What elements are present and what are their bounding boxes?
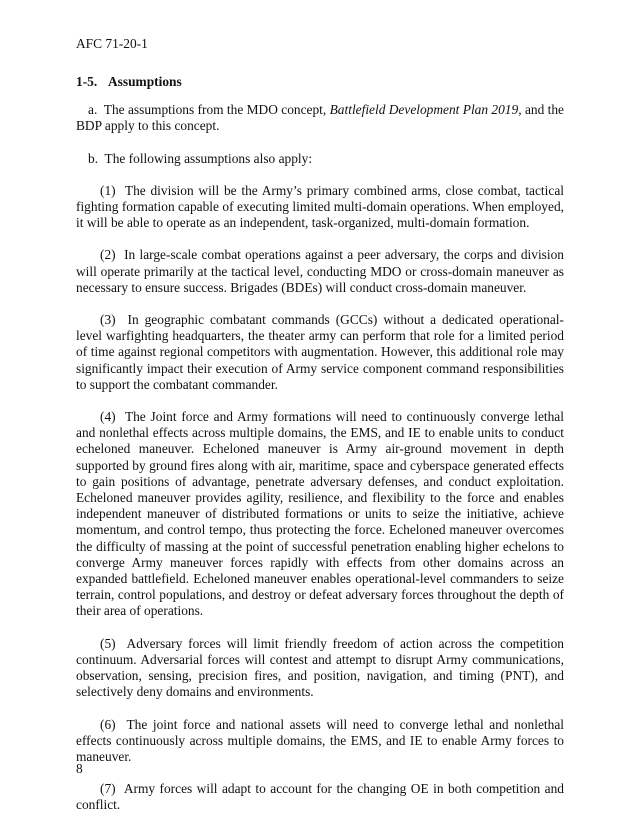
- paragraph-b: [76, 151, 564, 167]
- assumption-label: (3): [100, 312, 116, 328]
- assumption-item: [76, 636, 564, 701]
- page-number: 8: [76, 761, 83, 776]
- section-title: Assumptions: [108, 74, 182, 89]
- paragraph-a-italic-title: Battlefield Development Plan 2019,: [329, 102, 522, 118]
- section-heading: [76, 74, 564, 90]
- assumption-text: In large-scale combat operations against a peer adversary, the corps and division will operate primarily at the tactical level, conducting MDO or cross-domain maneuver as necessary to ensure success. Brigades (BDEs) will conduct cross-domain maneuver.: [76, 247, 564, 295]
- assumption-label: (7): [100, 781, 116, 797]
- paragraph-a-text-before: The assumptions from the MDO concept,: [103, 102, 327, 118]
- paragraph-b-text: The following assumptions also apply:: [104, 150, 313, 166]
- paragraph-a-label: a.: [88, 102, 98, 118]
- assumption-item: [76, 247, 564, 296]
- assumption-text: The division will be the Army’s primary combined arms, close combat, tactical fighting formation capable of executing limited multi-domain operations. When employed, it will be able to operate as an independent, task-organized, multi-domain formation.: [76, 182, 564, 231]
- assumption-label: (5): [100, 635, 116, 651]
- paragraph-a-text-after: and the BDP apply to this concept.: [76, 102, 564, 134]
- paragraph-b-label: b.: [88, 150, 99, 166]
- assumption-text: The Joint force and Army formations will need to continuously converge lethal and nonlethal effects across multiple domains, the EMS, and IE to enable units to conduct echeloned maneuver. Echeloned maneuver is Army air-ground movement in depth supported by ground fires along with air, maritime, space and cyberspace generated effects to gain positions of advantage, penetrate adversary defenses, and conduct exploitation. Echeloned maneuver provides agility, resilience, and flexibility to the force and enables independent maneuver of distributed formations or units to seize the initiative, achieve momentum, and control tempo, thus protecting the force. Echeloned maneuver overcomes the difficulty of massing at the point of successful penetration enabling higher echelons to converge Army maneuver forces rapidly with effects from other domains across an expanded battlefield. Echeloned maneuver enables operational-level commanders to seize terrain, control populations, and destroy or defeat adversary forces throughout the depth of their area of operations.: [76, 409, 564, 619]
- assumption-label: (2): [100, 247, 116, 263]
- assumption-text: In geographic combatant commands (GCCs) without a dedicated operational-level warfighting headquarters, the theater army can perform that role for a limited period of time against regional competitors with augmentation. However, this additional role may significantly impact their execution of Army service component command responsibilities to support the combatant commander.: [76, 312, 564, 392]
- paragraph-a: [76, 102, 564, 134]
- section-number: 1-5.: [76, 74, 98, 89]
- document-body: [76, 74, 564, 830]
- assumption-label: (6): [100, 716, 116, 732]
- assumption-item: [76, 312, 564, 393]
- assumption-item: [76, 781, 564, 813]
- assumption-item: [76, 717, 564, 766]
- assumption-item: [76, 409, 564, 620]
- assumption-text: Army forces will adapt to account for the changing OE in both competition and conflict.: [76, 781, 565, 813]
- document-id-header: AFC 71-20-1: [76, 36, 148, 51]
- assumption-text: Adversary forces will limit friendly freedom of action across the competition continuum. Adversarial forces will contest and attempt to disrupt Army communications, observation, sensing, precision fires, and position, navigation, and timing (PNT), and selectively deny domains and environments.: [76, 635, 564, 700]
- assumption-label: (1): [100, 182, 116, 198]
- assumption-text: The joint force and national assets will need to converge lethal and nonlethal effects continuously across multiple domains, the EMS, and IE to enable Army forces to maneuver.: [76, 716, 564, 764]
- assumption-item: [76, 183, 564, 232]
- assumption-label: (4): [100, 409, 116, 425]
